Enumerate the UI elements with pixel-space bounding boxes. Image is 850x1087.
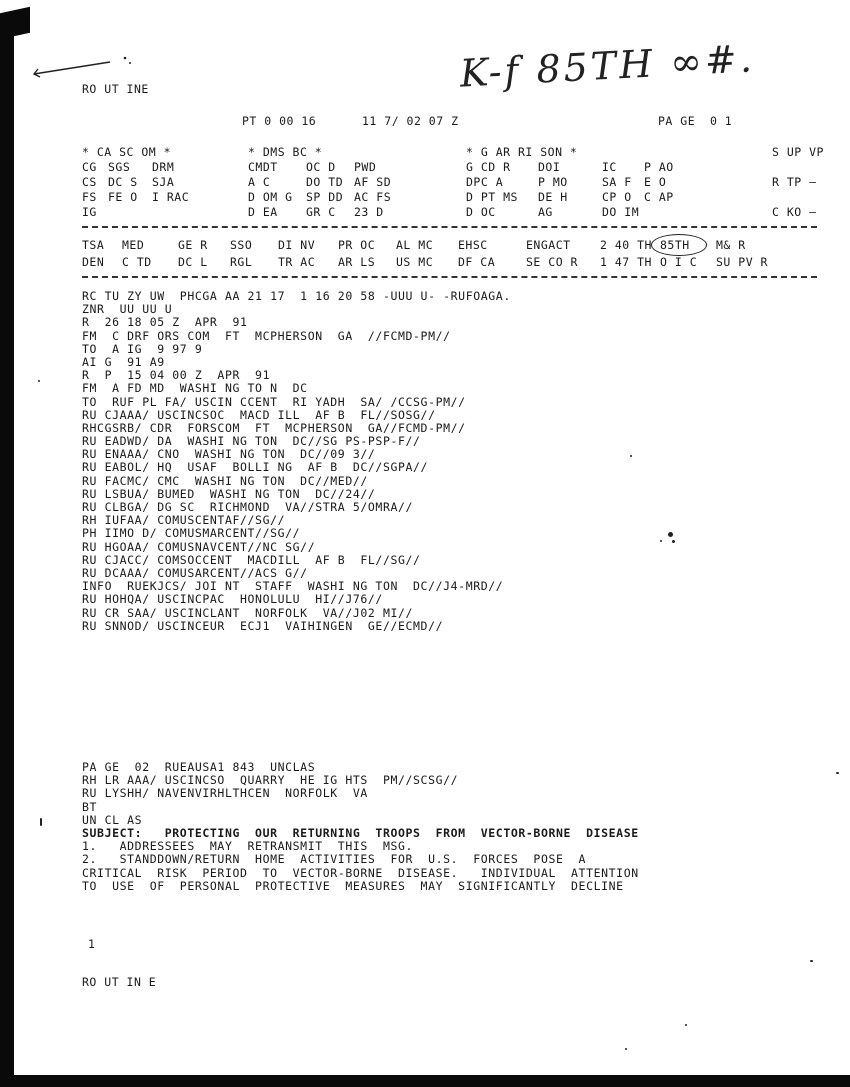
distribution-code: M& R [716,238,746,252]
scan-speck [40,818,42,826]
distribution-code: DRM [152,160,175,174]
distribution-code: D PT MS [466,190,518,204]
bottom-classification: RO UT IN E [82,975,157,989]
distribution-code: 1 47 TH [600,255,652,269]
message-routing-block [82,290,511,633]
distribution-code: SSO [230,238,253,252]
message-line: UN CL AS [82,812,143,827]
distribution-code: SJA [152,175,175,189]
message-line: RU ENAAA/ CNO WASHI NG TON DC//09 3// [82,447,376,462]
message-line: INFO RUEKJCS/ JOI NT STAFF WASHI NG TON DC//J4-MRD// [82,579,504,594]
distribution-code: SP DD [306,190,344,204]
distribution-code: D OC [466,205,496,219]
distribution-code: G CD R [466,160,511,174]
scan-speck [660,540,662,542]
distribution-code: AR LS [338,255,376,269]
distribution-code: CMDT [248,160,278,174]
message-line: RH LR AAA/ USCINCSO QUARRY HE IG HTS PM//SCSG// [82,773,459,788]
scan-edge-top [0,7,30,39]
message-line: AI G 91 A9 [82,354,165,369]
distribution-row-3 [82,176,822,189]
distribution-code: DC L [178,255,208,269]
distribution-row-5 [82,206,822,219]
scan-speck [38,380,40,382]
message-line: FM C DRF ORS COM FT MCPHERSON GA //FCMD-PM// [82,328,451,343]
distribution-code: C KO — [772,205,817,219]
message-line: R 26 18 05 Z APR 91 [82,315,248,330]
message-line: CRITICAL RISK PERIOD TO VECTOR-BORNE DISEASE. INDIVIDUAL ATTENTION [82,865,639,880]
distribution-code: US MC [396,255,434,269]
message-line: RU LYSHH/ NAVENVIRHLTHCEN NORFOLK VA [82,786,368,801]
distribution-code: C AP [644,190,674,204]
scan-speck [672,540,675,543]
scan-speck [630,455,632,457]
distribution-code: RGL [230,255,253,269]
message-line: RU DCAAA/ COMUSARCENT//ACS G// [82,565,308,580]
unit-row-1 [82,239,822,252]
distribution-code: AG [538,205,553,219]
distribution-code: I RAC [152,190,190,204]
dashed-divider-1 [82,226,817,228]
distribution-code: MED [122,238,145,252]
distribution-code: DO IM [602,205,640,219]
distribution-code: GR C [306,205,336,219]
distribution-code: 2 40 TH [600,238,652,252]
page-marker: 1 [88,937,96,951]
message-line: RU CJAAA/ USCINCSOC MACD ILL AF B FL//SOSG// [82,407,436,422]
distribution-code: DPC A [466,175,504,189]
header-pt: PT 0 00 16 [242,114,317,128]
scan-edge-left [0,30,14,1087]
distribution-code: C TD [122,255,152,269]
message-line: RU CLBGA/ DG SC RICHMOND VA//STRA 5/OMRA// [82,500,414,514]
distribution-code: AF SD [354,175,392,189]
subject-line: SUBJECT: PROTECTING OUR RETURNING TROOPS FROM VECTOR-BORNE DISEASE [82,825,639,840]
distribution-code: EHSC [458,238,488,252]
distribution-code: CG [82,160,97,174]
top-classification: RO UT INE [82,82,149,96]
distribution-code: TSA [82,238,105,252]
distribution-code: P AO [644,160,674,174]
message-line: RHCGSRB/ CDR FORSCOM FT MCPHERSON GA//FCMD-PM// [82,420,466,435]
distribution-code: SA F [602,175,632,189]
distribution-row-2 [82,161,822,174]
distribution-code: IC [602,160,617,174]
message-line: RU CJACC/ COMSOCCENT MACDILL AF B FL//SG// [82,552,421,567]
hand-drawn-circle [651,234,707,256]
message-line: BT [82,799,98,814]
dashed-divider-2 [82,276,817,278]
distribution-code: SGS [108,160,131,174]
message-line: RU CR SAA/ USCINCLANT NORFOLK VA//J02 MI// [82,605,414,620]
distribution-code: DC S [108,175,138,189]
distribution-code: TR AC [278,255,316,269]
scan-speck [836,772,839,774]
dist-dmsbc: * DMS BC * [248,145,323,159]
distribution-code: DO TD [306,175,344,189]
message-line: RU EABOL/ HQ USAF BOLLI NG AF B DC//SGPA// [82,460,429,475]
message-body-block [82,761,639,893]
distribution-code: D EA [248,205,278,219]
dist-supvp: S UP VP [772,145,824,159]
distribution-code: AL MC [396,238,434,252]
distribution-code: DF CA [458,255,496,269]
distribution-code: A C [248,175,271,189]
message-line: RU HGOAA/ COMUSNAVCENT//NC SG// [82,539,316,554]
distribution-code: AC FS [354,190,392,204]
message-line: FM A FD MD WASHI NG TO N DC [82,381,308,396]
distribution-code: CS [82,175,97,189]
message-line: PA GE 02 RUEAUSA1 843 UNCLAS [82,760,316,774]
distribution-code: IG [82,205,97,219]
scan-speck [668,532,673,537]
distribution-code: P MO [538,175,568,189]
distribution-code: O I C [660,255,698,269]
unit-row-2 [82,256,822,269]
distribution-code: SE CO R [526,255,578,269]
distribution-code: ENGACT [526,238,571,252]
message-line: TO USE OF PERSONAL PROTECTIVE MEASURES MAY SIGNIFICANTLY DECLINE [82,878,624,893]
handwritten-arrow-icon [30,52,140,82]
distribution-code: R TP — [772,175,817,189]
message-line: RU FACMC/ CMC WASHI NG TON DC//MED// [82,473,368,488]
distribution-code: E O [644,175,667,189]
header-dtg: 11 7/ 02 07 Z [362,114,459,128]
scan-speck [625,1048,627,1050]
dist-casccom: * CA SC OM * [82,145,172,159]
message-line: 1. ADDRESSEES MAY RETRANSMIT THIS MSG. [82,839,414,854]
message-line: RU LSBUA/ BUMED WASHI NG TON DC//24// [82,486,376,501]
message-line: TO A IG 9 97 9 [82,341,203,356]
message-line: ZNR UU UU U [82,302,173,317]
distribution-code: FE O [108,190,138,204]
distribution-code: DE H [538,190,568,204]
message-line: RH IUFAA/ COMUSCENTAF//SG// [82,513,286,528]
scan-speck [810,960,813,962]
scan-edge-bottom [0,1075,850,1087]
message-line: R P 15 04 00 Z APR 91 [82,368,271,383]
unit-85th-circled: 85TH [660,238,690,252]
distribution-row-4 [82,191,822,204]
distribution-code: PWD [354,160,377,174]
distribution-code: PR OC [338,238,376,252]
message-line: RU SNNOD/ USCINCEUR ECJ1 VAIHINGEN GE//ECMD// [82,618,444,633]
message-line: RU EADWD/ DA WASHI NG TON DC//SG PS-PSP-F// [82,434,421,449]
distribution-code: DEN [82,255,105,269]
handwritten-note: K-f 85TH ∞#. [458,36,756,96]
message-line: RC TU ZY UW PHCGA AA 21 17 1 16 20 58 -UUU U- -RUFOAGA. [82,289,511,303]
distribution-code: SU PV R [716,255,768,269]
distribution-code: GE R [178,238,208,252]
message-line: TO RUF PL FA/ USCIN CCENT RI YADH SA/ /CCSG-PM// [82,394,466,409]
distribution-code: 23 D [354,205,384,219]
distribution-code: CP O [602,190,632,204]
message-line: 2. STANDDOWN/RETURN HOME ACTIVITIES FOR U.S. FORCES POSE A [82,852,587,867]
distribution-row-1 [82,146,822,159]
header-page: PA GE 0 1 [658,114,733,128]
distribution-code: FS [82,190,97,204]
distribution-code: D OM G [248,190,293,204]
distribution-code: OC D [306,160,336,174]
message-line: RU HOHQA/ USCINCPAC HONOLULU HI//J76// [82,592,383,607]
scan-speck [685,1024,687,1026]
dist-garrison: * G AR RI SON * [466,145,578,159]
message-line: PH IIMO D/ COMUSMARCENT//SG// [82,526,301,541]
distribution-code: DOI [538,160,561,174]
distribution-code: DI NV [278,238,316,252]
